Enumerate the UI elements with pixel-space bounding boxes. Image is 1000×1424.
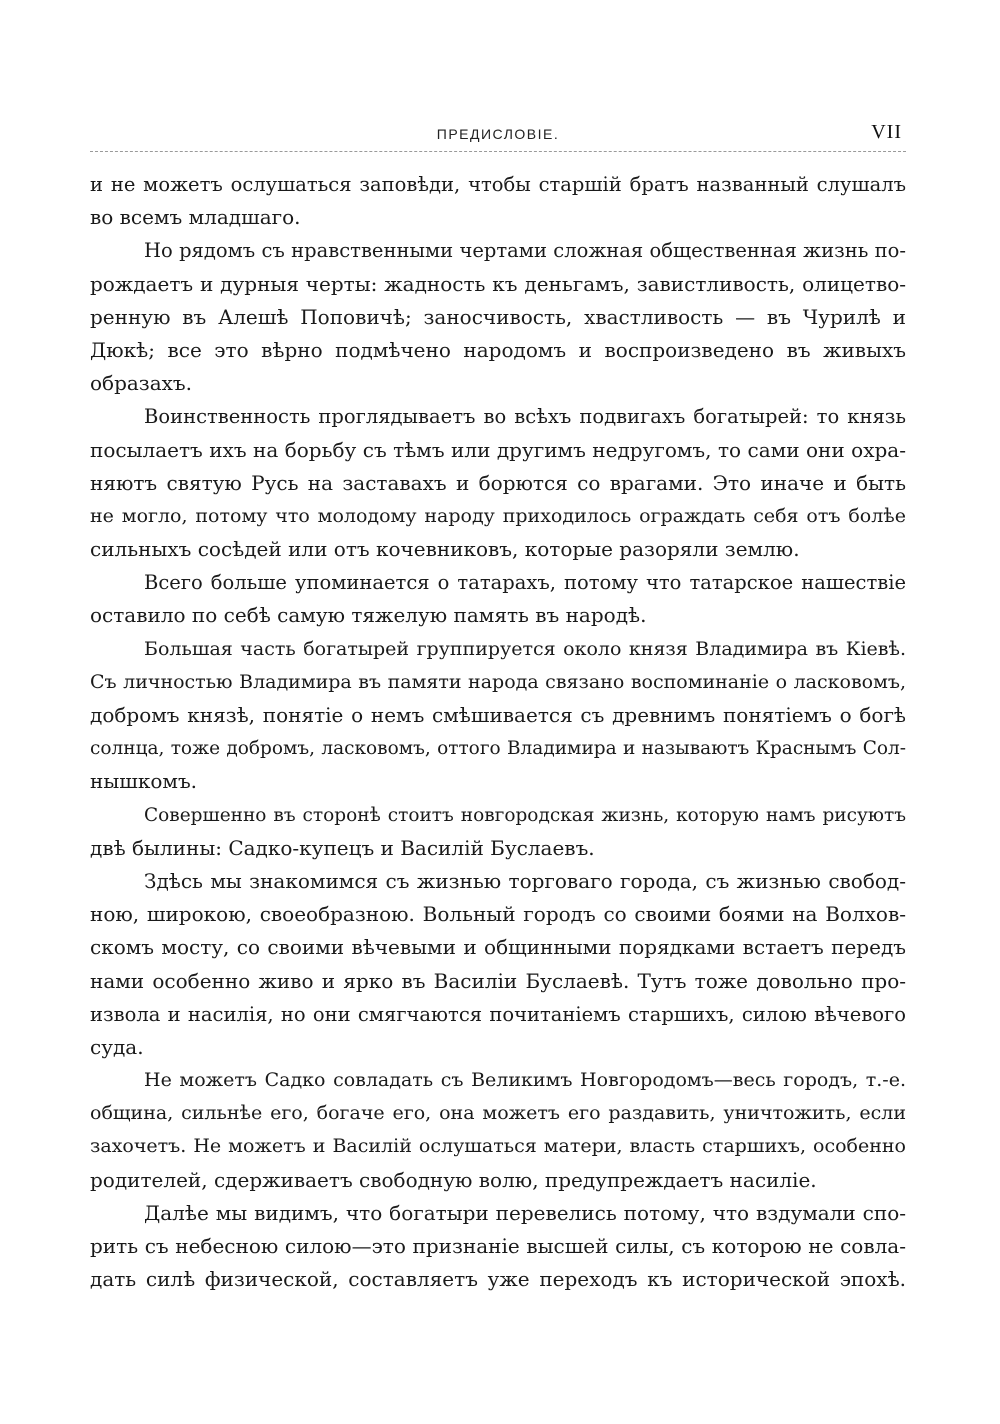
text-line: не могло, потому что молодому народу приходилось ограждать себя отъ болѣе: [90, 504, 906, 527]
text-line: добромъ князѣ, понятіе о немъ смѣшивается съ древнимъ понятіемъ о богѣ: [90, 703, 906, 727]
text-line: рить съ небесною силою—это признаніе высшей силы, съ которою не совла-: [90, 1234, 906, 1258]
running-title: ПРЕДИСЛОВІЕ.: [436, 126, 560, 142]
text-line: Но рядомъ съ нравственными чертами сложная общественная жизнь по-: [144, 239, 906, 263]
header-rule: [90, 151, 906, 152]
text-line: суда.: [90, 1034, 144, 1059]
text-line: сильныхъ сосѣдей или отъ кочевниковъ, которые разоряли землю.: [90, 537, 800, 562]
text-line: скомъ мосту, со своими вѣчевыми и общинными порядками встаетъ передъ: [90, 935, 906, 960]
text-line: двѣ былины: Садко-купецъ и Василій Буслаевъ.: [90, 835, 595, 860]
text-line: рождаетъ и дурныя черты: жадность къ деньгамъ, завистливость, олицетво-: [90, 271, 906, 296]
paragraph: [90, 799, 906, 865]
text-line: оставило по себѣ самую тяжелую память въ народѣ.: [90, 603, 647, 628]
text-line: няютъ святую Русь на заставахъ и борются со врагами. Это иначе и быть: [90, 470, 906, 495]
paragraph: [90, 865, 906, 1064]
text-line: нами особенно живо и ярко въ Василіи Буслаевѣ. Тутъ тоже довольно про-: [90, 968, 906, 993]
page-number: VII: [871, 121, 902, 143]
text-line: солнца, тоже добромъ, ласковомъ, оттого Владимира и называютъ Краснымъ Сол-: [90, 738, 906, 760]
text-line: Не можетъ Садко совладать съ Великимъ Новгородомъ—весь городъ, т.-е.: [144, 1069, 906, 1092]
text-line: Совершенно въ сторонѣ стоитъ новгородская жизнь, которую намъ рисуютъ: [144, 804, 906, 826]
paragraph: [90, 1197, 906, 1297]
paragraph: [90, 168, 906, 234]
paragraph: [90, 633, 906, 799]
text-line: ною, широкою, своеобразною. Вольный городъ со своими боями на Волхов-: [90, 902, 906, 927]
text-line: во всемъ младшаго.: [90, 205, 301, 230]
paragraph: [90, 566, 906, 632]
body-text: [90, 168, 906, 1296]
paragraph: [90, 400, 906, 566]
text-line: дать силѣ физической, составляетъ уже переходъ къ исторической эпохѣ.: [90, 1267, 906, 1292]
page-header: [90, 118, 906, 158]
text-line: образахъ.: [90, 371, 193, 396]
text-line: родителей, сдерживаетъ свободную волю, предупреждаетъ насиліе.: [90, 1167, 817, 1192]
text-line: ренную въ Алешѣ Поповичѣ; заносчивость, хвастливость — въ Чурилѣ и: [90, 304, 906, 329]
text-line: община, сильнѣе его, богаче его, она можетъ его раздавить, уничтожить, если: [90, 1102, 906, 1125]
text-line: захочетъ. Не можетъ и Василій ослушаться матери, власть старшихъ, особенно: [90, 1135, 906, 1158]
text-line: посылаетъ ихъ на борьбу съ тѣмъ или другимъ недругомъ, то сами они охра-: [90, 437, 906, 462]
text-line: Здѣсь мы знакомимся съ жизнью торговаго города, съ жизнью свобод-: [144, 868, 906, 893]
text-line: Дюкѣ; все это вѣрно подмѣчено народомъ и воспроизведено въ живыхъ: [90, 337, 906, 362]
text-line: и не можетъ ослушаться заповѣди, чтобы старшій братъ названный слушалъ: [90, 173, 906, 196]
text-line: Съ личностью Владимира въ памяти народа связано воспоминаніе о ласковомъ,: [90, 670, 906, 693]
text-line: Далѣе мы видимъ, что богатыри перевелись потому, что вздумали спо-: [144, 1200, 906, 1225]
text-line: Воинственность проглядываетъ во всѣхъ подвигахъ богатырей: то князь: [144, 405, 906, 429]
paragraph: [90, 1064, 906, 1197]
text-line: извола и насилія, но они смягчаются почитаніемъ старшихъ, силою вѣчевого: [90, 1002, 906, 1026]
paragraph: [90, 234, 906, 400]
text-line: нышкомъ.: [90, 769, 198, 794]
text-line: Всего больше упоминается о татарахъ, потому что татарское нашествіе: [144, 571, 906, 595]
text-line: Большая часть богатырей группируется около князя Владимира въ Кіевѣ.: [144, 637, 906, 660]
